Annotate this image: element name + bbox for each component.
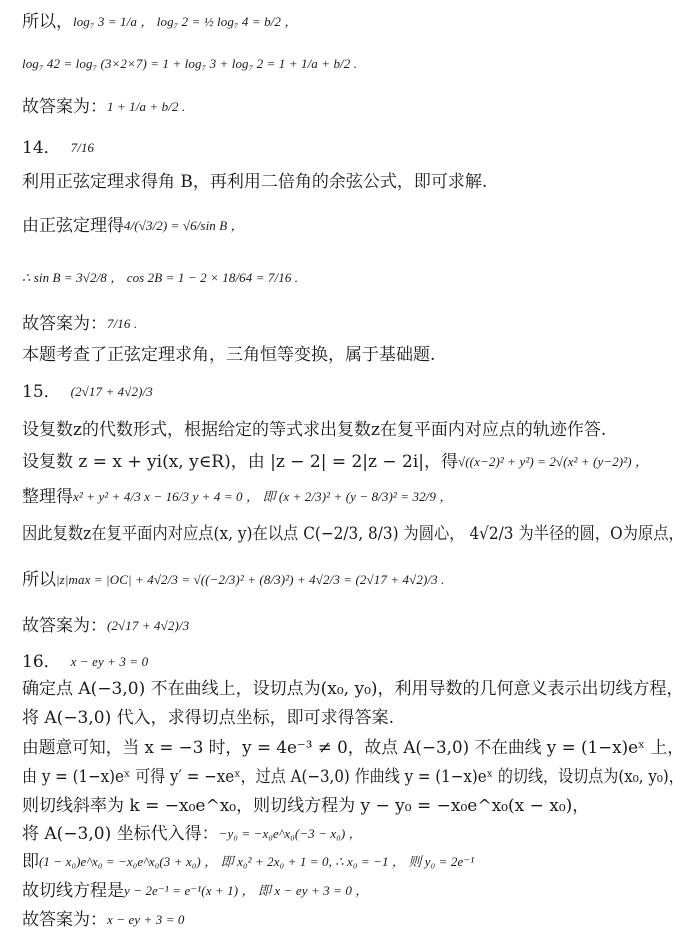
math-expression: x − ey + 3 = 0 [107, 912, 185, 928]
line-log42-derivation [22, 56, 684, 72]
prose-text: 设复数 z = x + yi(x, y∈R)，由 |z − 2| = 2|z − 2i|，得 [22, 452, 459, 472]
line-solve-x0 [22, 852, 684, 872]
line-log-identities [22, 12, 684, 32]
line-point-check [22, 738, 684, 758]
prose-text: 所以， [22, 12, 73, 32]
math-expression: y − 2e⁻¹ = e⁻¹(x + 1) ， 即 x − ey + 3 = 0 ， [124, 883, 369, 899]
prose-text: 由正弦定理得 [22, 216, 124, 236]
line-answer-15 [22, 616, 684, 636]
prose-text: 故切线方程是 [22, 881, 124, 901]
line-comment-14 [22, 345, 684, 365]
math-expression: 7/16 [70, 140, 95, 156]
line-sine-rule [22, 216, 684, 236]
math-expression: x − ey + 3 = 0 [70, 654, 149, 670]
line-circle-description [22, 524, 684, 544]
question-number: 14． [22, 138, 61, 158]
prose-text: 故答案为： [22, 910, 107, 930]
math-expression: 1 + 1/a + b/2 . [107, 99, 186, 115]
math-expression: 4/(√3/2) = √6/sin B ， [124, 218, 244, 234]
math-expression: √((x−2)² + y²) = 2√(x² + (y−2)²) ， [458, 454, 649, 470]
prose-text: 将 A(−3,0) 坐标代入得： [22, 824, 219, 844]
math-expression: (2√17 + 4√2)/3 [70, 384, 153, 400]
line-max-modulus [22, 570, 684, 590]
line-modulus-equation [22, 452, 684, 472]
math-expression: ∴ sin B = 3√2/8 ， cos 2B = 1 − 2 × 18/64 = 7/16 . [22, 270, 299, 285]
question-number: 16． [22, 652, 61, 672]
prose-text: 故答案为： [22, 616, 107, 636]
question-number: 15． [22, 382, 61, 402]
prose-text: 利用正弦定理求得角 B，再利用二倍角的余弦公式，即可求解. [22, 172, 488, 192]
line-question-16-heading [22, 652, 684, 672]
line-answer-14 [22, 314, 684, 334]
prose-text: 因此复数z在复平面内对应点(x, y)在以点 C(−2/3, 8/3) 为圆心， 4√2/3 为半径的圆，O为原点， [22, 524, 684, 544]
prose-text: 故答案为： [22, 97, 107, 117]
prose-text: 即 [22, 852, 39, 872]
prose-text: 由题意可知，当 x = −3 时，y = 4e⁻³ ≠ 0，故点 A(−3,0) 不在曲线 y = (1−x)eˣ 上， [22, 738, 684, 758]
math-expression: 7/16 . [107, 316, 138, 332]
line-sinb-cos2b [22, 270, 684, 286]
math-expression: |z|max = |OC| + 4√2/3 = √((−2/3)² + (8/3)²) + 4√2/3 = (2√17 + 4√2)/3 . [56, 572, 445, 588]
math-expression: log₇ 42 = log₇ (3×2×7) = 1 + log₇ 3 + log₇ 2 = 1 + 1/a + b/2 . [22, 56, 358, 71]
math-expression: (1 − x₀)e^x₀ = −x₀e^x₀(3 + x₀) ， 即 x₀² + 2x₀ + 1 = 0, ∴ x₀ = −1 ， 则 y₀ = 2e⁻¹ [39, 854, 475, 870]
line-tangent-equation [22, 796, 684, 816]
prose-text: 所以 [22, 570, 56, 590]
line-tangent-result [22, 881, 684, 901]
prose-text: 确定点 A(−3,0) 不在曲线上，设切点为(x₀, y₀)，利用导数的几何意义表示出切线方程， [22, 679, 684, 699]
prose-text: 故答案为： [22, 314, 107, 334]
line-method-16-a [22, 679, 684, 699]
prose-text: 则切线斜率为 k = −x₀e^x₀，则切线方程为 y − y₀ = −x₀e^x₀(x − x₀)， [22, 796, 590, 816]
line-answer-16 [22, 910, 684, 930]
line-substitute-a [22, 824, 684, 844]
line-question-15-heading [22, 382, 684, 402]
prose-text: 将 A(−3,0) 代入，求得切点坐标，即可求得答案. [22, 708, 395, 728]
math-expression: log₇ 3 = 1/a ， log₇ 2 = ½ log₇ 4 = b/2 ， [73, 14, 298, 30]
line-circle-equation [22, 487, 684, 507]
line-question-14-heading [22, 138, 684, 158]
line-method-15 [22, 420, 684, 440]
line-answer-13 [22, 97, 684, 117]
prose-text: 本题考查了正弦定理求角，三角恒等变换，属于基础题. [22, 345, 436, 365]
math-expression: x² + y² + 4/3 x − 16/3 y + 4 = 0 ， 即 (x + 2/3)² + (y − 8/3)² = 32/9 ， [73, 489, 453, 505]
line-derivative [22, 767, 684, 787]
prose-text: 设复数z的代数形式，根据给定的等式求出复数z在复平面内对应点的轨迹作答. [22, 420, 607, 440]
math-expression: (2√17 + 4√2)/3 [107, 618, 190, 634]
line-method-16-b [22, 708, 684, 728]
math-expression: −y₀ = −x₀e^x₀(−3 − x₀) ， [218, 826, 362, 842]
line-method-14 [22, 172, 684, 192]
prose-text: 整理得 [22, 487, 73, 507]
prose-text: 由 y = (1−x)eˣ 可得 y′ = −xeˣ，过点 A(−3,0) 作曲线 y = (1−x)eˣ 的切线，设切点为(x₀, y₀)， [22, 767, 684, 787]
